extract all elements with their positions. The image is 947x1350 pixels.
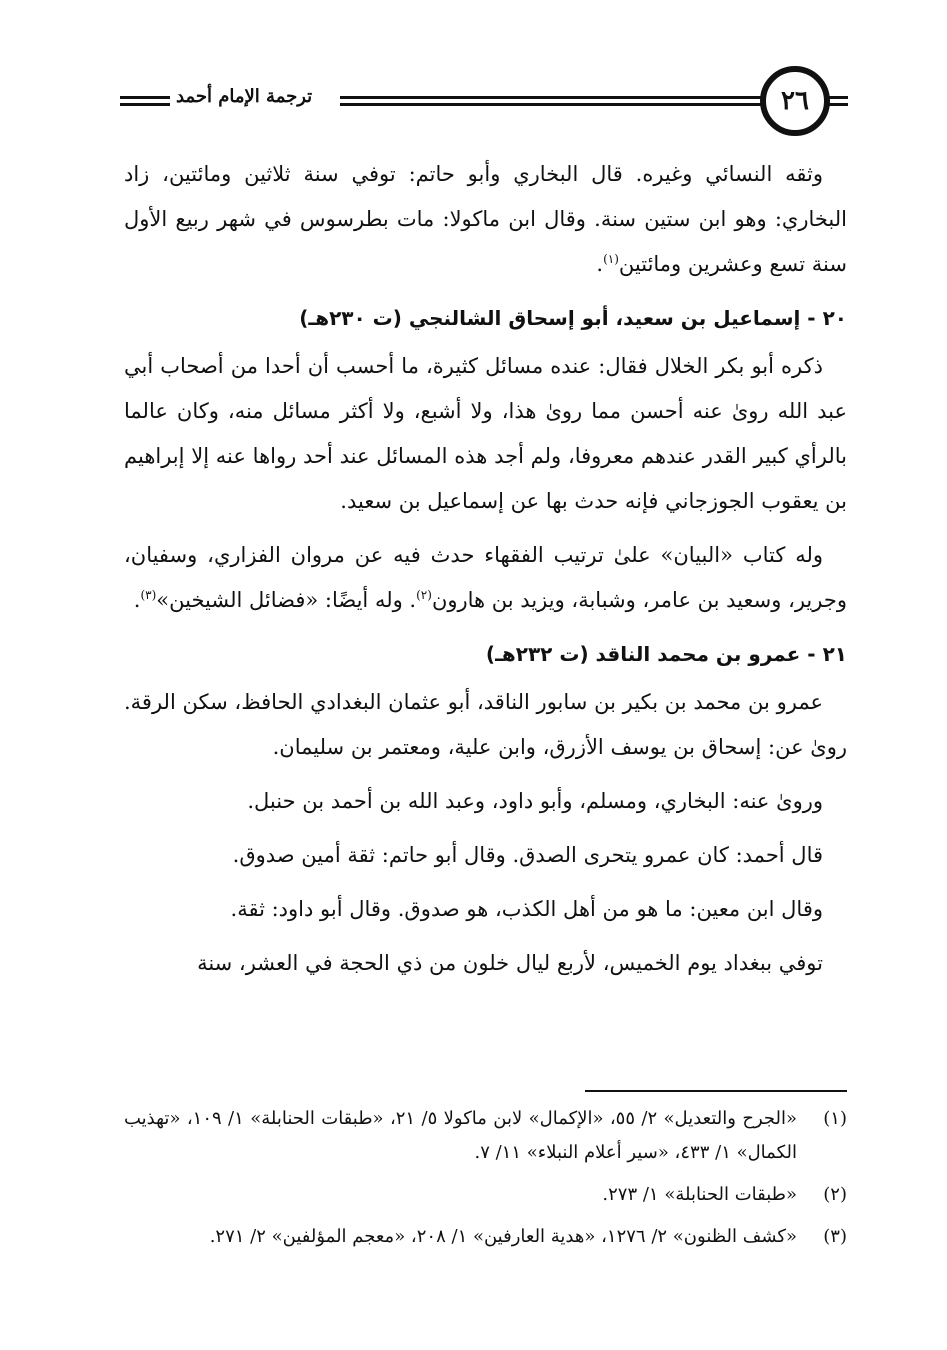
- footnotes: [124, 1102, 847, 1262]
- paragraph: [124, 533, 847, 623]
- footnote-text: «طبقات الحنابلة» ١/ ٢٧٣.: [602, 1184, 797, 1205]
- header-rule: [340, 96, 763, 99]
- entry-heading: ٢١ - عمرو بن محمد الناقد (ت ٢٣٢هـ): [485, 642, 847, 666]
- footnote-ref: (٢): [416, 588, 432, 602]
- punctuation: .: [133, 588, 141, 612]
- punctuation: .: [596, 252, 604, 276]
- main-text: [124, 152, 847, 995]
- footnote-number: (٢): [823, 1184, 847, 1205]
- footnote-text: «الجرح والتعديل» ٢/ ٥٥، «الإكمال» لابن ماكولا ٥/ ٢١، «طبقات الحنابلة» ١/ ١٠٩، «تهذيب الكمال» ١/ ٤٣٣، «سير أعلام النبلاء» ١١/ ٧.: [124, 1108, 797, 1163]
- paragraph: [124, 152, 847, 287]
- footnote: [124, 1102, 847, 1170]
- footnote-number: (٣): [823, 1226, 847, 1247]
- entry-heading: ٢٠ - إسماعيل بن سعيد، أبو إسحاق الشالنجي (ت ٢٣٠هـ): [299, 306, 847, 330]
- paragraph: وقال ابن معين: ما هو من أهل الكذب، هو صدوق. وقال أبو داود: ثقة.: [230, 897, 823, 921]
- page-number: ٢٦: [760, 66, 830, 136]
- paragraph-text: وثقه النسائي وغيره. قال البخاري وأبو حاتم: توفي سنة ثلاثين ومائتين، زاد البخاري: وهو ابن ستين سنة. وقال ابن ماكولا: مات بطرسوس في شهر ربيع الأول سنة تسع وعشرين ومائتين: [124, 162, 847, 276]
- page-header: [120, 66, 848, 140]
- paragraph: عمرو بن محمد بن بكير بن سابور الناقد، أبو عثمان البغدادي الحافظ، سكن الرقة. روىٰ عن: إسحاق بن يوسف الأزرق، وابن علية، ومعتمر بن سليمان.: [124, 690, 847, 759]
- footnote-text: «كشف الظنون» ٢/ ١٢٧٦، «هدية العارفين» ١/ ٢٠٨، «معجم المؤلفين» ٢/ ٢٧١.: [209, 1226, 797, 1247]
- paragraph: قال أحمد: كان عمرو يتحرى الصدق. وقال أبو حاتم: ثقة أمين صدوق.: [232, 843, 823, 867]
- paragraph: وروىٰ عنه: البخاري، ومسلم، وأبو داود، وعبد الله بن أحمد بن حنبل.: [247, 789, 823, 813]
- header-rule: [340, 103, 763, 106]
- footnote-ref: (١): [603, 252, 619, 266]
- paragraph: توفي ببغداد يوم الخميس، لأربع ليال خلون من ذي الحجة في العشر، سنة: [197, 951, 823, 975]
- footnote-number: (١): [823, 1108, 847, 1129]
- header-rule: [120, 96, 170, 99]
- paragraph-text: وله كتاب «البيان» علىٰ ترتيب الفقهاء حدث فيه عن مروان الفزاري، وسفيان، وجرير، وسعيد بن عامر، وشبابة، ويزيد بن هارون: [124, 543, 847, 612]
- footnote-ref: (٣): [140, 588, 157, 602]
- header-rule: [120, 103, 170, 106]
- paragraph: ذكره أبو بكر الخلال فقال: عنده مسائل كثيرة، ما أحسب أن أحدا من أصحاب أبي عبد الله روىٰ عنه أحسن مما روىٰ هذا، ولا أشبع، ولا أكثر مسائل منه، وكان عالما بالرأي كبير القدر عندهم معروفا، ولم أجد هذه المسائل عند أحد رواها عنه إلا إبراهيم بن يعقوب الجوزجاني فإنه حدث بها عن إسماعيل بن سعيد.: [124, 354, 847, 513]
- footnote-separator: [585, 1090, 847, 1092]
- footnote: [124, 1178, 847, 1212]
- footnote: [124, 1220, 847, 1254]
- running-title: ترجمة الإمام أحمد: [176, 86, 313, 107]
- paragraph-text: . وله أيضًا: «فضائل الشيخين»: [156, 588, 417, 612]
